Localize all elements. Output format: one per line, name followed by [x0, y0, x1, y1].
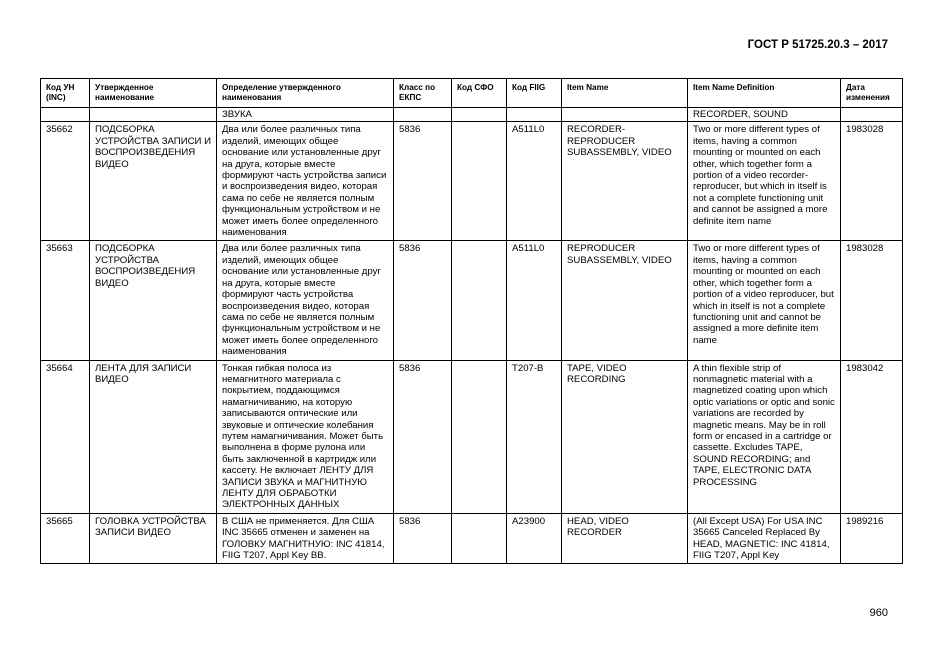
sfo-cell [452, 513, 507, 564]
column-header: Класс по ЕКПС [394, 79, 452, 108]
item-name-cell [562, 108, 688, 122]
column-header: Код СФО [452, 79, 507, 108]
name-cell: ЛЕНТА ДЛЯ ЗАПИСИ ВИДЕО [90, 360, 217, 513]
column-header: Item Name Definition [688, 79, 841, 108]
sfo-cell [452, 122, 507, 241]
definition-cell: Два или более различных типа изделий, имеющих общее основание или установленные друг на друга, которые вместе формируют часть устройства воспроизведения видео, которая сама по себе не является полным функциональным устройством и не может иметь более определенного наименования [217, 241, 394, 360]
sfo-cell [452, 241, 507, 360]
class-cell: 5836 [394, 513, 452, 564]
date-cell: 1989216 [841, 513, 903, 564]
definition-cell: ЗВУКА [217, 108, 394, 122]
column-header: Дата изменения [841, 79, 903, 108]
date-cell: 1983028 [841, 241, 903, 360]
column-header: Утвержденное наименование [90, 79, 217, 108]
continuation-row [41, 108, 903, 122]
inc-cell: 35665 [41, 513, 90, 564]
column-header: Определение утвержденного наименования [217, 79, 394, 108]
item-definition-cell: (All Except USA) For USA INC 35665 Canceled Replaced By HEAD, MAGNETIC: INC 41814, FIIG T207, Appl Key [688, 513, 841, 564]
fiig-cell: A23900 [507, 513, 562, 564]
page-number: 960 [869, 607, 888, 619]
column-header: Код УН (INC) [41, 79, 90, 108]
item-definition-cell: A thin flexible strip of nonmagnetic material with a magnetized coating upon which optic variations or optic and sonic variations are recorded by magnetic means. May be in roll form or encased in a cartridge or cassette. Excludes TAPE, SOUND RECORDING; and TAPE, ELECTRONIC DATA PROCESSING [688, 360, 841, 513]
item-name-cell: REPRODUCER SUBASSEMBLY, VIDEO [562, 241, 688, 360]
fiig-cell: A511L0 [507, 122, 562, 241]
fiig-cell: A511L0 [507, 241, 562, 360]
table-row [41, 122, 903, 241]
item-name-table [40, 78, 903, 564]
table-row [41, 513, 903, 564]
sfo-cell [452, 360, 507, 513]
definition-cell: Тонкая гибкая полоса из немагнитного материала с покрытием, поддающимся намагничиванию, на которую записываются оптические или звуковые и оптические колебания путем намагничивания. Может быть выполнена в форме рулона или быть заключенной в картридж или кассету. Не включает ЛЕНТУ ДЛЯ ЗАПИСИ ЗВУКА и МАГНИТНУЮ ЛЕНТУ ДЛЯ ОБРАБОТКИ ЭЛЕКТРОННЫХ ДАННЫХ [217, 360, 394, 513]
definition-cell: В США не применяется. Для США INC 35665 отменен и заменен на ГОЛОВКУ МАГНИТНУЮ: INC 41814, FIIG T207, Appl Key BB. [217, 513, 394, 564]
name-cell: ПОДСБОРКА УСТРОЙСТВА ВОСПРОИЗВЕДЕНИЯ ВИДЕО [90, 241, 217, 360]
date-cell: 1983028 [841, 122, 903, 241]
inc-cell: 35664 [41, 360, 90, 513]
table-row [41, 241, 903, 360]
class-cell: 5836 [394, 122, 452, 241]
fiig-cell [507, 108, 562, 122]
fiig-cell: T207-B [507, 360, 562, 513]
item-definition-cell: Two or more different types of items, having a common mounting or mounted on each other, which together form a portion of a video reproducer, but which in itself is not a complete functioning unit and cannot be assigned a more definite item name [688, 241, 841, 360]
item-name-cell: HEAD, VIDEO RECORDER [562, 513, 688, 564]
item-definition-cell: Two or more different types of items, having a common mounting or mounted on each other, which together form a portion of a video recorder-reproducer, but which in itself is not a complete functioning unit and cannot be assigned a more definite item name [688, 122, 841, 241]
class-cell: 5836 [394, 360, 452, 513]
class-cell: 5836 [394, 241, 452, 360]
table-header-row [41, 79, 903, 108]
table-row [41, 360, 903, 513]
sfo-cell [452, 108, 507, 122]
inc-cell: 35662 [41, 122, 90, 241]
column-header: Код FIIG [507, 79, 562, 108]
name-cell [90, 108, 217, 122]
inc-cell: 35663 [41, 241, 90, 360]
date-cell: 1983042 [841, 360, 903, 513]
name-cell: ГОЛОВКА УСТРОЙСТВА ЗАПИСИ ВИДЕО [90, 513, 217, 564]
item-definition-cell: RECORDER, SOUND [688, 108, 841, 122]
item-name-cell: RECORDER-REPRODUCER SUBASSEMBLY, VIDEO [562, 122, 688, 241]
class-cell [394, 108, 452, 122]
item-name-cell: TAPE, VIDEO RECORDING [562, 360, 688, 513]
date-cell [841, 108, 903, 122]
name-cell: ПОДСБОРКА УСТРОЙСТВА ЗАПИСИ И ВОСПРОИЗВЕДЕНИЯ ВИДЕО [90, 122, 217, 241]
definition-cell: Два или более различных типа изделий, имеющих общее основание или установленные друг на друга, которые вместе формируют часть устройства записи и воспроизведения видео, которая сама по себе не является полным функциональным устройством и не может иметь более определенного наименования [217, 122, 394, 241]
inc-cell [41, 108, 90, 122]
document-header: ГОСТ Р 51725.20.3 – 2017 [747, 39, 888, 51]
column-header: Item Name [562, 79, 688, 108]
